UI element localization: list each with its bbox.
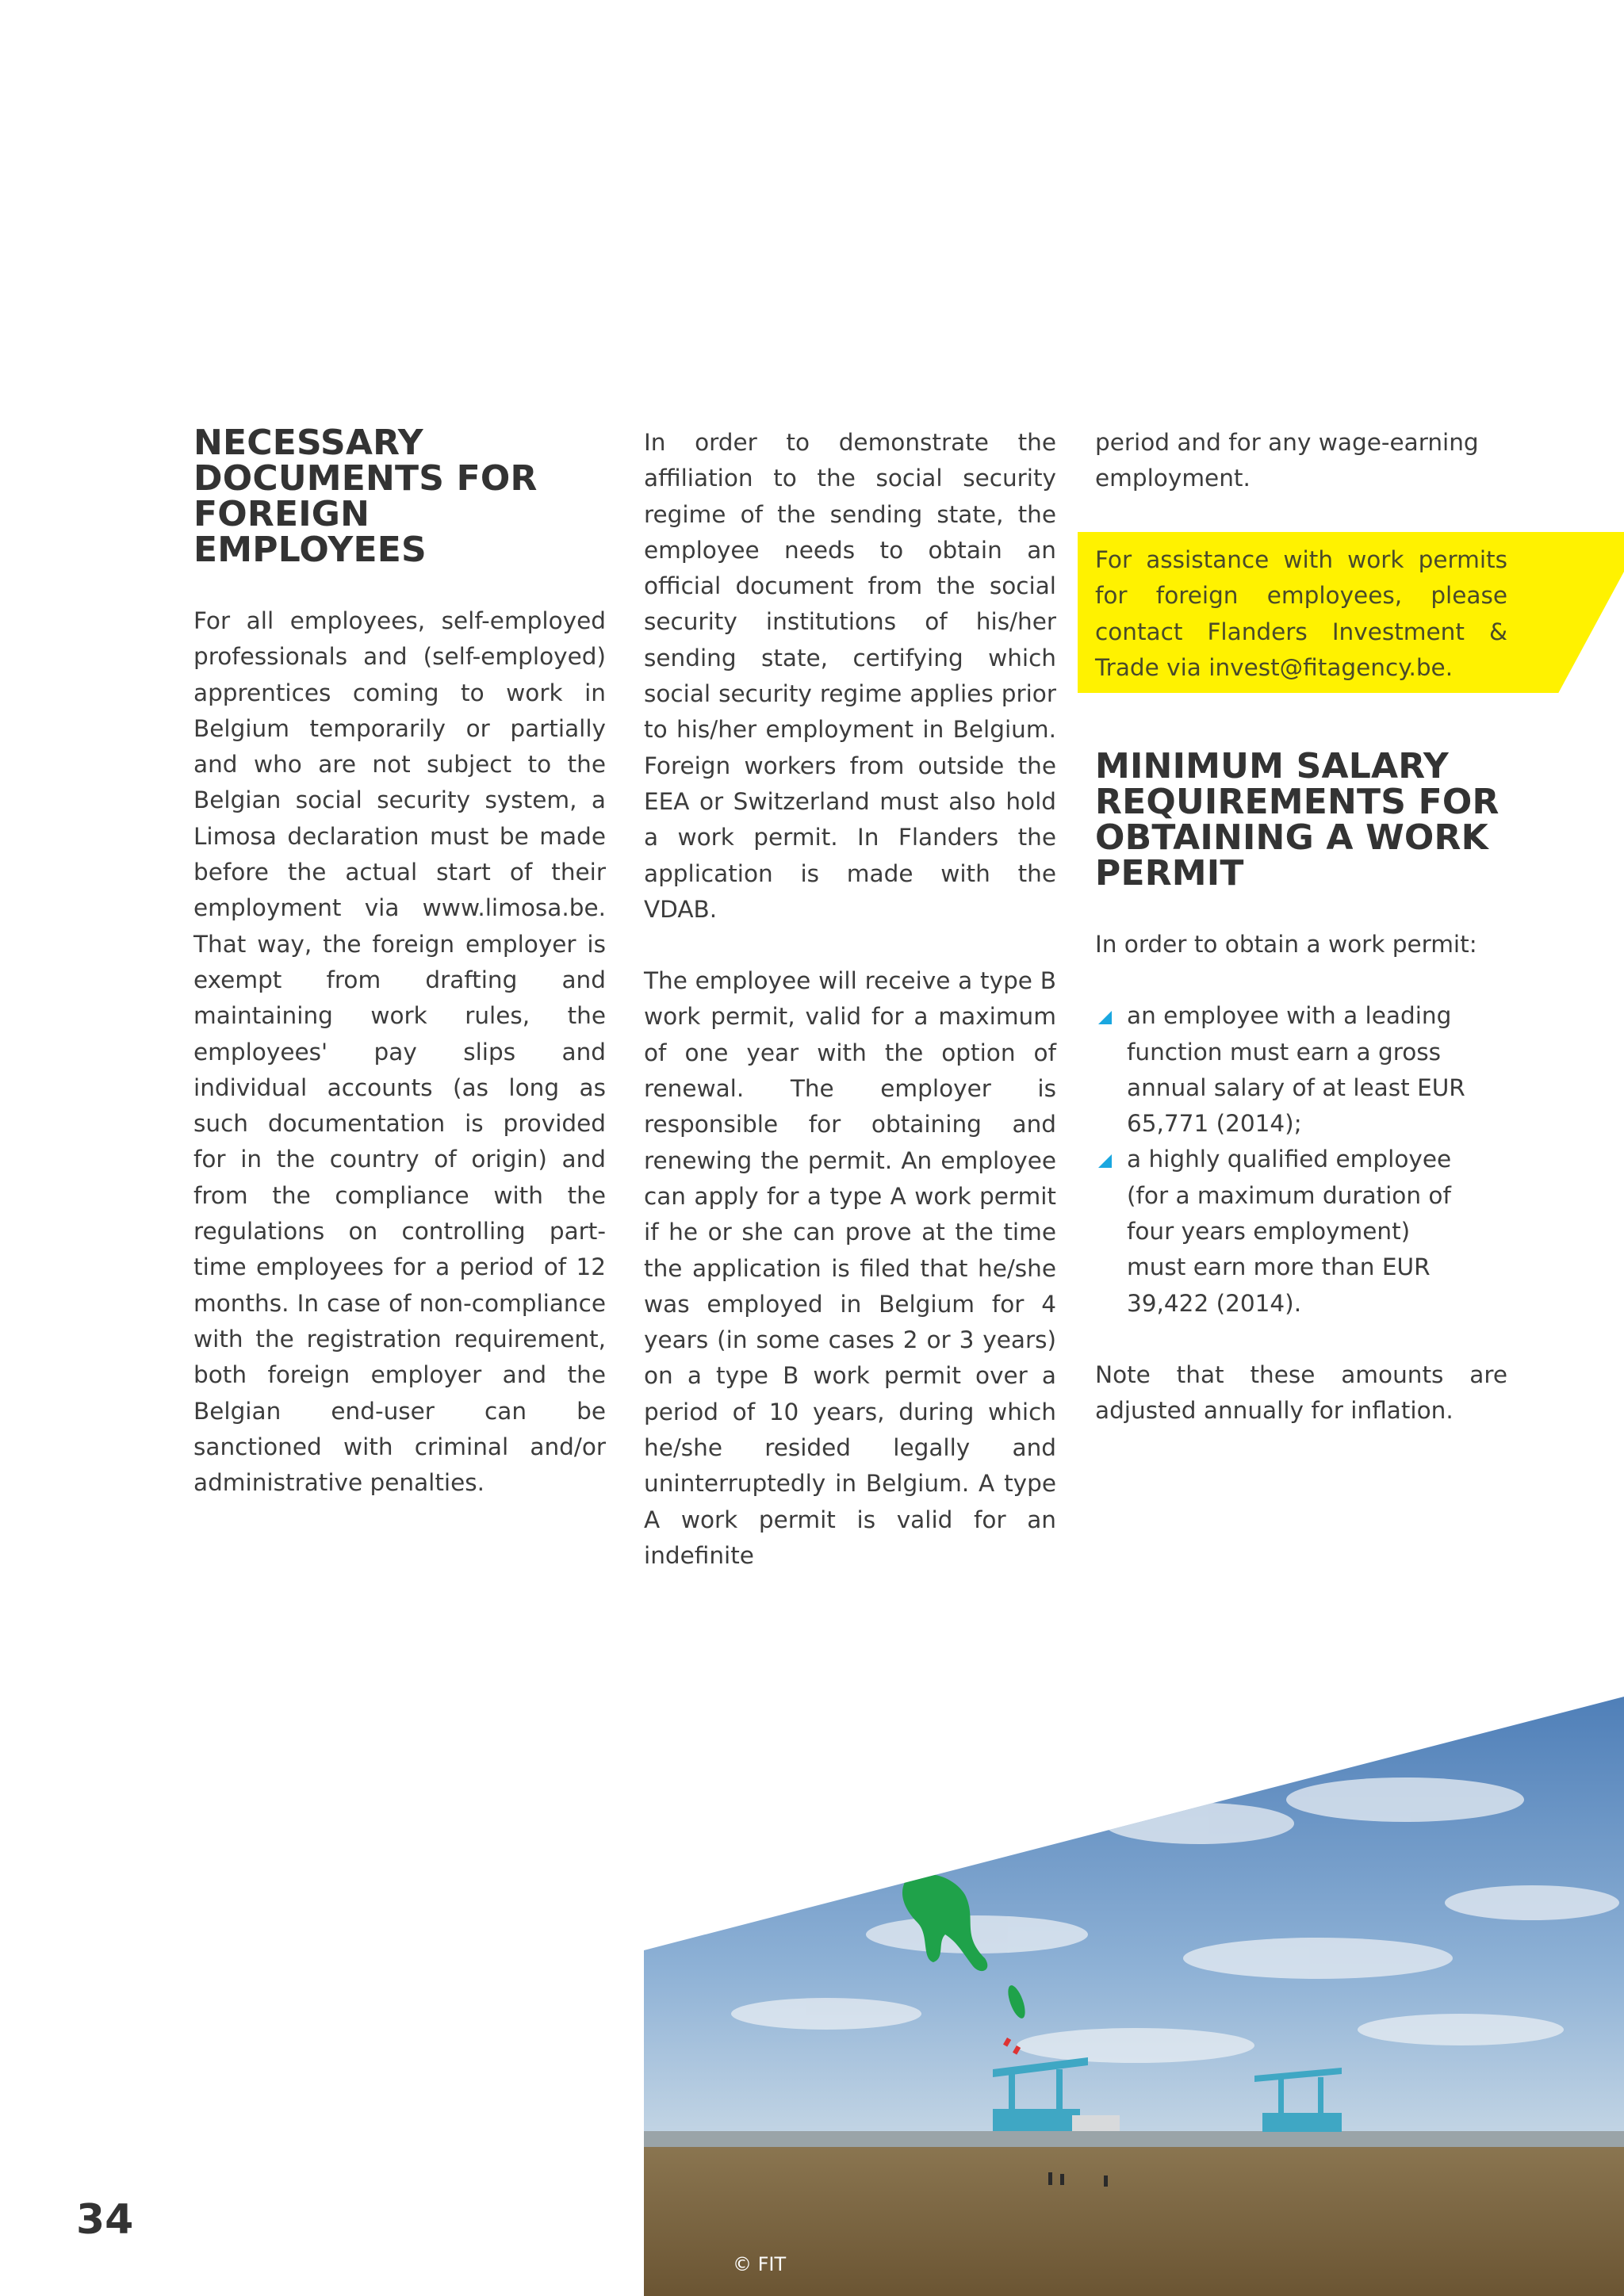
body-paragraph-work-permit-types: The employee will receive a type B work permit, valid for a maximum of one year with the option of renewal. The employer is responsible for obtaining and renewing the permit. An employee can apply for a type A work permit if he or she can prove at the time the application is filed that he/she was employed in Belgium for 4 years (in some cases 2 or 3 years) on a type B work permit over a period of 10 years, during which he/she resided legally and uninterruptedly in Belgium. A type A work permit is valid for an indefinite	[644, 967, 1056, 1569]
spacer	[644, 928, 1056, 963]
spacer	[1095, 891, 1507, 927]
heading-necessary-documents	[193, 425, 606, 568]
list-item	[1095, 998, 1507, 1142]
heading-line: PERMIT	[1095, 853, 1244, 894]
body-paragraph-limosa: For all employees, self-employed professionals and (self-employed) apprentices coming to work in Belgium temporarily or partially and who are not subject to the Belgian social security system, a Limosa declaration must be made before the actual start of their employment via www.limosa.be. That way, the foreign employer is exempt from drafting and maintaining work rules, the employees' pay slips and individual accounts (as long as such documentation is provided for in the country of origin) and from the compliance with the regulations on controlling part-time employees for a period of 12 months. In case of non-compliance with the registration requirement, both foreign employer and the Belgian end-user can be sanctioned with criminal and/or administrative penalties.	[193, 607, 606, 1497]
triangle-bullet-icon	[1098, 1011, 1112, 1024]
heading-line: DOCUMENTS FOR	[193, 458, 538, 499]
note-paragraph: Note that these amounts are adjusted annually for inflation.	[1095, 1360, 1507, 1425]
heading-line: MINIMUM SALARY	[1095, 746, 1449, 786]
column-1	[193, 425, 606, 1501]
column-3-lower	[1095, 748, 1507, 1429]
column-3	[1095, 425, 1507, 497]
triangle-bullet-icon	[1098, 1154, 1112, 1168]
spacer	[1095, 962, 1507, 998]
heading-line: REQUIREMENTS FOR	[1095, 782, 1500, 822]
body-paragraph-continued: period and for any wage-earning employment.	[1095, 429, 1479, 492]
list-item	[1095, 1142, 1507, 1321]
body-paragraph-affiliation: In order to demonstrate the affiliation to the social security regime of the sending state, the employee needs to obtain an official document from the social security institutions of his/her sending state, certifying which social security regime applies prior to his/her employment in Belgium. Foreign workers from outside the EEA or Switzerland must also hold a work permit. In Flanders the application is made with the VDAB.	[644, 429, 1056, 923]
photo-illustration	[644, 1697, 1624, 2296]
list-item-text: an employee with a leading function must earn a gross annual salary of at least EUR 65,771 (2014);	[1127, 1002, 1465, 1138]
list-item-text: a highly qualified employee (for a maximum duration of four years employment) must earn more than EUR 39,422 (2014).	[1127, 1146, 1452, 1317]
highlight-text: For assistance with work permits for foreign employees, please contact Flanders Investment & Trade via invest@fitagency.be.	[1095, 546, 1507, 681]
photo-credit: © FIT	[733, 2253, 787, 2275]
column-2	[644, 425, 1056, 1574]
spacer	[1095, 1322, 1507, 1357]
spacer	[193, 568, 606, 603]
beach-kite-photo	[644, 1697, 1624, 2296]
heading-line: NECESSARY	[193, 423, 423, 463]
salary-requirements-list	[1095, 998, 1507, 1322]
intro-paragraph: In order to obtain a work permit:	[1095, 931, 1477, 958]
page-number: 34	[76, 2196, 134, 2244]
heading-minimum-salary	[1095, 746, 1507, 894]
heading-line: OBTAINING A WORK	[1095, 817, 1488, 858]
heading-line: FOREIGN EMPLOYEES	[193, 494, 427, 570]
